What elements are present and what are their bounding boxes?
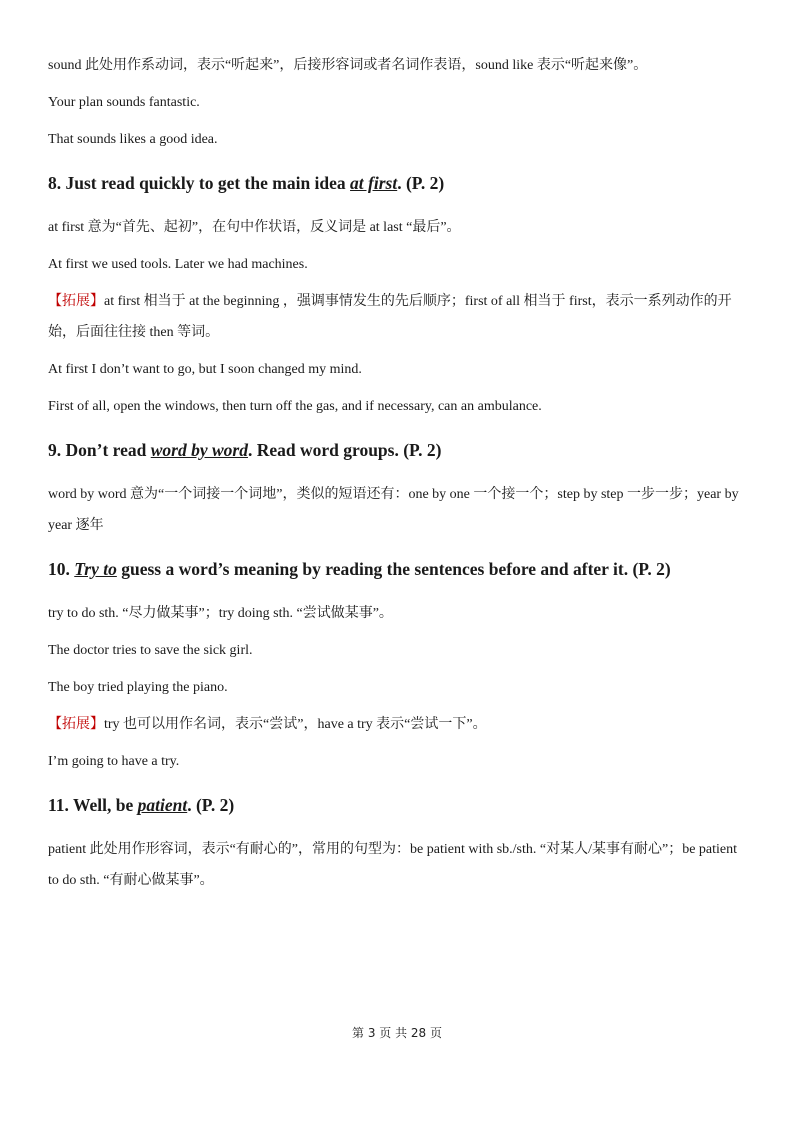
- paragraph: try to do sth. “尽力做某事”；try doing sth. “尝试做某事”。: [48, 606, 393, 621]
- section-heading-10: [48, 554, 748, 585]
- example-sentence: I’m going to have a try.: [48, 754, 180, 769]
- page-content: [48, 50, 748, 909]
- paragraph: word by word 意为“一个词接一个词地”，类似的短语还有：one by one 一个接一个；step by step 一步一步；year by year 逐年: [48, 487, 739, 533]
- heading-text: . Read word groups. (P. 2): [247, 440, 442, 460]
- extension-tag: 【拓展】: [48, 294, 104, 309]
- section-heading-11: [48, 790, 748, 821]
- heading-text: guess a word’s meaning by reading the sentences before and after it. (P. 2): [116, 559, 671, 579]
- example-sentence: Your plan sounds fantastic.: [48, 95, 200, 110]
- paragraph: sound 此处用作系动词，表示“听起来”，后接形容词或者名词作表语，sound like 表示“听起来像”。: [48, 58, 648, 73]
- example-sentence: At first we used tools. Later we had machines.: [48, 257, 308, 272]
- key-phrase: at first: [350, 173, 398, 193]
- heading-text: . (P. 2): [187, 795, 235, 815]
- key-phrase: patient: [137, 795, 188, 815]
- example-sentence: At first I don’t want to go, but I soon changed my mind.: [48, 362, 362, 377]
- example-sentence: That sounds likes a good idea.: [48, 132, 218, 147]
- example-sentence: The boy tried playing the piano.: [48, 680, 228, 695]
- section-heading-9: [48, 435, 748, 466]
- section-heading-8: [48, 168, 748, 199]
- note-text: try 也可以用作名词，表示“尝试”，have a try 表示“尝试一下”。: [104, 717, 487, 732]
- example-sentence: First of all, open the windows, then turn off the gas, and if necessary, can an ambulance.: [48, 399, 542, 414]
- heading-text: 11. Well, be: [48, 795, 138, 815]
- key-phrase: word by word: [150, 440, 248, 460]
- extension-note: [48, 709, 748, 740]
- page-footer: 第 3 页 共 28 页: [352, 1026, 442, 1040]
- extension-note: [48, 286, 748, 348]
- note-text: at first 相当于 at the beginning ，强调事情发生的先后顺序；first of all 相当于 first，表示一系列动作的开始，后面往往接 then 等词。: [48, 294, 732, 340]
- paragraph: at first 意为“首先、起初”，在句中作状语，反义词是 at last “最后”。: [48, 220, 461, 235]
- heading-text: 9. Don’t read: [48, 440, 151, 460]
- paragraph: patient 此处用作形容词，表示“有耐心的”，常用的句型为：be patient with sb./sth. “对某人/某事有耐心”；be patient to do sth. “有耐心做某事”。: [48, 842, 738, 888]
- heading-text: 10.: [48, 559, 75, 579]
- key-phrase: Try to: [74, 559, 117, 579]
- extension-tag: 【拓展】: [48, 717, 104, 732]
- example-sentence: The doctor tries to save the sick girl.: [48, 643, 253, 658]
- heading-text: 8. Just read quickly to get the main idea: [48, 173, 351, 193]
- heading-text: . (P. 2): [397, 173, 445, 193]
